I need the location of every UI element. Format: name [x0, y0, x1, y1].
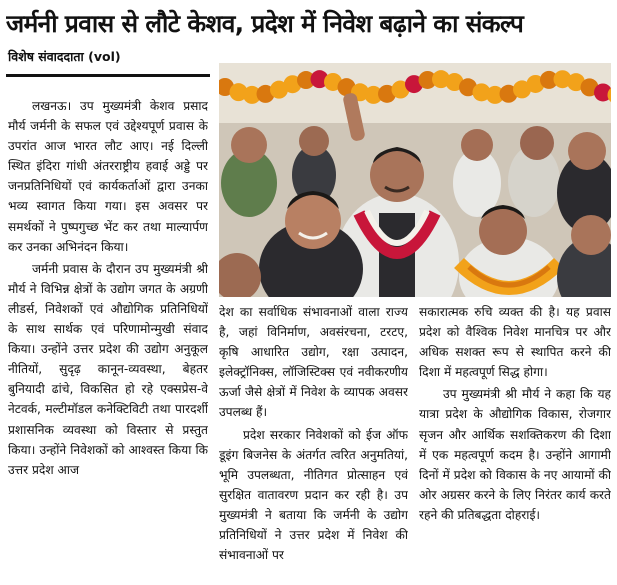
paragraph: प्रदेश सरकार निवेशकों को ईज ऑफ डूइंग बिजनेस के अंतर्गत त्वरित अनुमतियां, भूमि उपलब्धता, नीतिगत प्रोत्साहन एवं सुरक्षित वातावरण प्रदान कर रही है। उप मुख्यमंत्री ने बताया कि जर्मनी के उद्योग प्रतिनिधियों ने उत्तर प्रदेश में निवेश की संभावनाओं पर [219, 427, 408, 563]
paragraph: लखनऊ। उप मुख्यमंत्री केशव प्रसाद मौर्य जर्मनी के सफल एवं उद्देश्यपूर्ण प्रवास के उपरांत आज भारत लौट आए। नई दिल्ली स्थित इंदिरा गांधी अंतरराष्ट्रीय हवाई अड्डे पर जनप्रतिनिधियों एवं कार्यकर्ताओं द्वारा उनका भव्य स्वागत किया गया। इस अवसर पर समर्थकों ने पुष्पगुच्छ भेंट कर तथा माल्यार्पण कर उनका अभिनंदन किया। [8, 99, 208, 254]
welcome-crowd-photo [219, 63, 611, 297]
article-column-2 [219, 302, 408, 582]
paragraph: जर्मनी प्रवास के दौरान उप मुख्यमंत्री श्री मौर्य ने विभिन्न क्षेत्रों के उद्योग जगत के अग्रणी लीडर्स, निवेशकों एवं औद्योगिक प्रतिनिधियों के साथ सार्थक एवं परिणामोन्मुखी संवाद किया। उन्होंने उत्तर प्रदेश की उद्योग अनुकूल नीतियों, सुदृढ़ कानून-व्यवस्था, बेहतर बुनियादी ढांचे, विकसित हो रहे एक्सप्रेस-वे नेटवर्क, मल्टीमॉडल कनेक्टिविटी तथा पारदर्शी प्रशासनिक व्यवस्था को विस्तार से प्रस्तुत किया। उन्होंने निवेशकों को आश्वस्त किया कि उत्तर प्रदेश आज [8, 261, 208, 477]
paragraph: देश का सर्वाधिक संभावनाओं वाला राज्य है, जहां विनिर्माण, अवसंरचना, टरटए, कृषि आधारित उद्योग, रक्षा उत्पादन, इलेक्ट्रॉनिक्स, लॉजिस्टिक्स एवं नवीकरणीय ऊर्जा जैसे क्षेत्रों में निवेश के व्यापक अवसर उपलब्ध हैं। [219, 305, 408, 420]
byline-rule [6, 74, 210, 77]
article-column-1 [8, 96, 208, 582]
paragraph: उप मुख्यमंत्री श्री मौर्य ने कहा कि यह यात्रा प्रदेश के औद्योगिक विकास, रोजगार सृजन और आर्थिक सशक्तिकरण की दिशा में एक महत्वपूर्ण कदम है। उन्होंने आगामी दिनों में प्रदेश को विकास के नए आयामों की ओर अग्रसर करने के लिए निरंतर कार्य करते रहने की प्रतिबद्धता दोहराई। [419, 387, 611, 522]
byline: विशेष संवाददाता (vol) [8, 49, 121, 64]
news-photo [219, 63, 611, 297]
paragraph: सकारात्मक रुचि व्यक्त की है। यह प्रवास प्रदेश को वैश्विक निवेश मानचित्र पर और अधिक सशक्त रूप से स्थापित करने की दिशा में महत्वपूर्ण सिद्ध होगा। [419, 305, 611, 380]
article-column-3 [419, 302, 611, 582]
headline: जर्मनी प्रवास से लौटे केशव, प्रदेश में निवेश बढ़ाने का संकल्प [6, 9, 524, 38]
